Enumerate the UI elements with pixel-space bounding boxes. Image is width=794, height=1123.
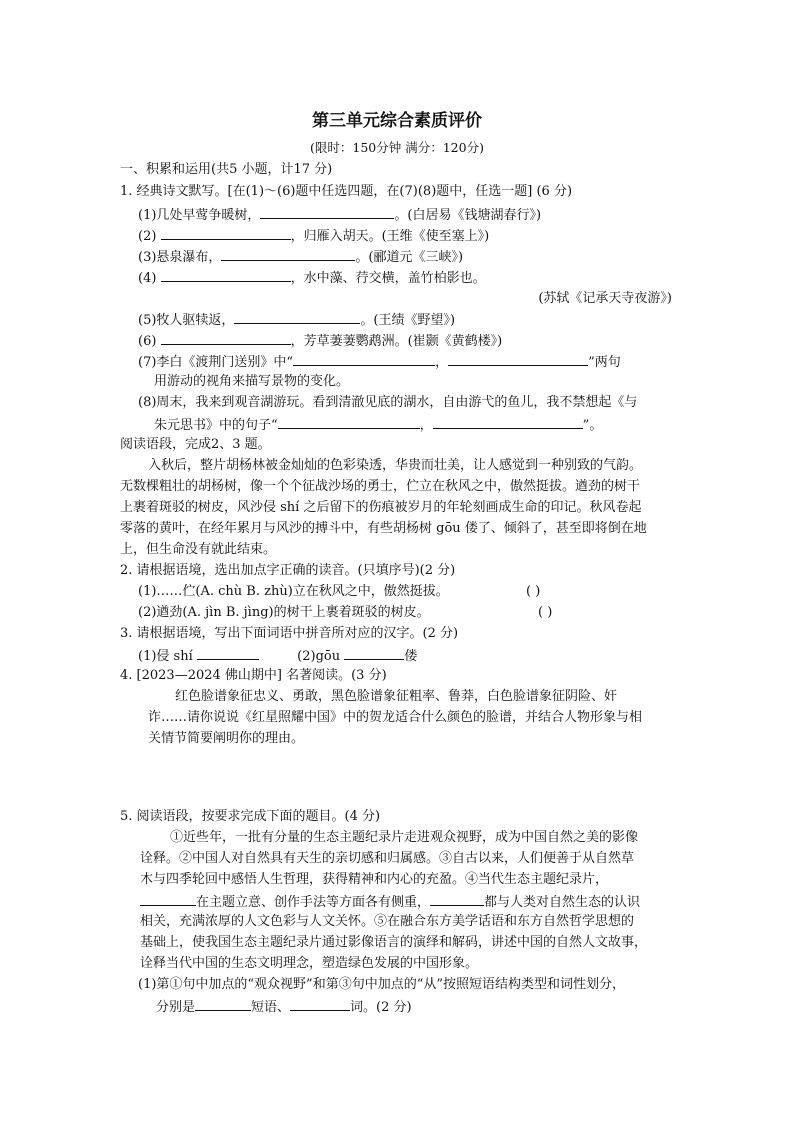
q3-item-2-post: 偻 (404, 649, 418, 664)
q1-item-6-post: ，芳草萋萋鹦鹉洲。(崔颢《黄鹤楼》) (290, 334, 503, 349)
page-subtitle: (限时：150分钟 满分：120分) (310, 140, 484, 155)
reading-intro: 阅读语段，完成2、3 题。 (120, 437, 271, 452)
q2-item-2: (2)遒劲(A. jìn B. jìng)的树干上裹着斑驳的树皮。 (138, 605, 430, 620)
q5-passage-post: 都与人类对自然生态的认识 (484, 895, 641, 910)
answer-blank[interactable] (290, 997, 350, 1011)
q1-item-7-mid: ， (435, 355, 449, 370)
q5-passage: 基础上，使我国生态主题纪录片通过影像语言的演绎和解码，讲述中国的自然人文故事， (140, 935, 648, 950)
answer-blank[interactable] (260, 205, 394, 219)
q1-item-4-pre: (4) (138, 271, 157, 286)
q1-item-8-post: ”。 (582, 418, 603, 433)
answer-blank[interactable] (234, 310, 360, 324)
q1-item-4 (138, 268, 486, 288)
q1-item-4-source: (苏轼《记承天寺夜游》) (538, 291, 672, 306)
q5-passage: 相关，充满浓厚的人文色彩与人文关怀。⑤在融合东方美学话语和东方自然哲学思想的 (140, 914, 635, 929)
q5-passage: ①近些年，一批有分量的生态主题纪录片走进观众视野，成为中国自然之美的影像 (170, 830, 639, 845)
answer-blank[interactable] (221, 247, 355, 261)
passage-line: 上裹着斑驳的树皮，风沙侵 shí 之后留下的伤痕被岁月的年轮刻画成生命的印记。秋风卷起 (120, 500, 642, 515)
q1-item-3-post: 。(郦道元《三峡》) (355, 250, 464, 265)
q1-item-6 (138, 331, 502, 351)
q1-item-8-mid: ， (419, 418, 433, 433)
q5-sub1-line1: (1)第①句中加点的“观众视野”和第③句中加点的“从”按照短语结构类型和词性划分， (138, 977, 625, 992)
q2-stem: 2. 请根据语境，选出加点字正确的读音。(只填序号)(2 分) (120, 563, 456, 578)
q1-item-6-pre: (6) (138, 334, 157, 349)
section-heading: 一、积累和运用(共5 小题，计17 分) (120, 162, 333, 177)
q1-item-1-pre: (1)几处早莺争暖树， (138, 208, 261, 223)
answer-blank[interactable] (448, 352, 588, 366)
q1-item-8-line2 (154, 415, 602, 435)
page-title: 第三单元综合素质评价 (312, 111, 482, 131)
q3-item-2: (2)gōu (297, 649, 341, 664)
q5-sub1-post: 词。(2 分) (350, 1000, 412, 1015)
q3-stem: 3. 请根据语境，写出下面词语中拼音所对应的汉字。(2 分) (120, 626, 459, 641)
answer-blank[interactable] (344, 646, 404, 660)
q1-item-5 (138, 310, 455, 330)
q1-item-2 (138, 226, 489, 246)
passage-line: 零落的黄叶，在经年累月与风沙的搏斗中，有些胡杨树 gōu 偻了、倾斜了，甚至即将倒在地 (120, 521, 647, 536)
q5-stem: 5. 阅读语段，按要求完成下面的题目。(4 分) (120, 809, 381, 824)
passage-line: 无数棵粗壮的胡杨树，像一个个征战沙场的勇士，伫立在秋风之中，傲然挺拔。遒劲的树干 (120, 479, 641, 494)
q1-item-4-post: ，水中藻、荇交横，盖竹柏影也。 (290, 271, 486, 286)
answer-blank[interactable] (278, 415, 420, 429)
q5-passage: 诠释。②中国人对自然具有天生的亲切感和归属感。③自古以来，人们便善于从自然草 (140, 851, 635, 866)
q1-item-7-pre: (7)李白《渡荆门送别》中“ (138, 355, 294, 370)
q1-item-7 (138, 352, 621, 372)
q4-text: 诈……请你说说《红星照耀中国》中的贺龙适合什么颜色的脸谱，并结合人物形象与相 (148, 710, 643, 725)
answer-blank[interactable] (197, 646, 259, 660)
q5-passage-mid: 在主题立意、创作手法等方面各有侧重， (196, 895, 431, 910)
q1-item-1-post: 。(白居易《钱塘湖春行》) (394, 208, 542, 223)
answer-blank[interactable] (195, 997, 251, 1011)
q5-passage: 诠释当代中国的生态文明理念，塑造绿色发展的中国形象。 (140, 956, 479, 971)
q1-stem: 1. 经典诗文默写。[在(1)～(6)题中任选四题，在(7)(8)题中，任选一题] (6 分) (120, 184, 573, 199)
q2-item-1: (1)……伫(A. chù B. zhù)立在秋风之中，傲然挺拔。 (138, 584, 449, 599)
q1-item-8-line1: (8)周末，我来到观音湖游玩。看到清澈见底的湖水，自由游弋的鱼儿，我不禁想起《与 (138, 395, 638, 410)
q5-passage-blanks (140, 892, 640, 912)
q5-sub1-line2 (156, 997, 412, 1017)
q5-sub1-pre: 分别是 (156, 1000, 196, 1015)
q1-item-1 (138, 205, 541, 225)
passage-line: 上，但生命没有就此结束。 (120, 542, 277, 557)
q5-sub1-mid: 短语、 (251, 1000, 291, 1015)
answer-blank[interactable] (430, 892, 484, 906)
answer-blank[interactable] (140, 892, 196, 906)
q1-item-3 (138, 247, 463, 267)
q1-item-7-post: ”两句 (588, 355, 621, 370)
answer-paren[interactable]: ( ) (526, 584, 541, 599)
answer-blank[interactable] (433, 415, 583, 429)
answer-paren[interactable]: ( ) (538, 605, 553, 620)
q3-items (138, 646, 417, 666)
q1-item-2-pre: (2) (138, 229, 157, 244)
q5-passage: 木与四季轮回中感悟人生哲理，获得精神和内心的充盈。④当代生态主题纪录片， (140, 872, 609, 887)
q3-item-1: (1)侵 shí (138, 649, 193, 664)
answer-blank[interactable] (161, 268, 291, 282)
q4-text: 关情节简要阐明你的理由。 (148, 731, 305, 746)
q4-stem: 4. [2023—2024 佛山期中] 名著阅读。(3 分) (120, 668, 387, 683)
q1-item-2-post: ，归雁入胡天。(王维《使至塞上》) (290, 229, 490, 244)
q1-item-7-cont: 用游动的视角来描写景物的变化。 (154, 374, 350, 389)
q1-item-5-post: 。(王绩《野望》) (360, 313, 456, 328)
answer-blank[interactable] (161, 226, 291, 240)
q1-item-3-pre: (3)悬泉瀑布， (138, 250, 222, 265)
answer-blank[interactable] (293, 352, 435, 366)
q1-item-5-pre: (5)牧人驱犊返， (138, 313, 235, 328)
q4-text: 红色脸谱象征忠义、勇敢，黑色脸谱象征粗率、鲁莽，白色脸谱象征阴险、奸 (175, 689, 618, 704)
answer-blank[interactable] (161, 331, 291, 345)
q1-item-8-pre: 朱元思书》中的句子“ (154, 418, 278, 433)
passage-line: 入秋后，整片胡杨林被金灿灿的色彩染透，华贵而壮美，让人感觉到一种别致的气韵。 (148, 458, 643, 473)
